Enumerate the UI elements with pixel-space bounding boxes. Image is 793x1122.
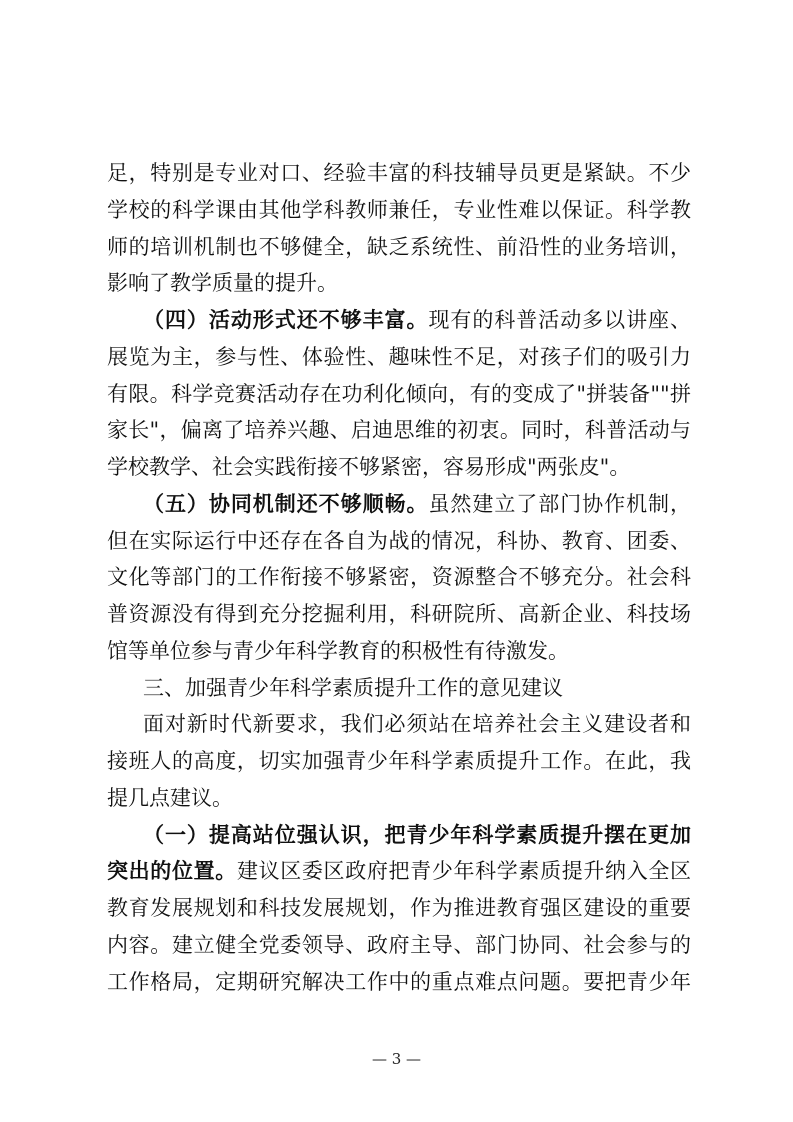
text-line — [107, 559, 691, 596]
bold-heading-text: （五）协同机制还不够顺畅。 — [143, 490, 429, 516]
body-text: 三、加强青少年科学素质提升工作的意见建议 — [143, 675, 563, 700]
document-body — [107, 155, 691, 1000]
text-line — [107, 192, 691, 229]
text-line — [107, 890, 691, 927]
body-text: 展览为主，参与性、体验性、趣味性不足，对孩子们的吸引力 — [107, 344, 691, 369]
body-text: 足，特别是专业对口、经验丰富的科技辅导员更是紧缺。不少 — [107, 161, 691, 185]
body-text: 提几点建议。 — [107, 785, 233, 810]
text-line — [107, 155, 691, 192]
bold-heading-text: （一）提高站位强认识，把青少年科学素质提升摆在更加 — [143, 821, 691, 847]
text-line — [107, 596, 691, 633]
text-line — [107, 486, 691, 523]
text-line — [107, 376, 691, 413]
bold-heading-text: （四）活动形式还不够丰富。 — [143, 307, 429, 332]
text-line — [107, 265, 691, 302]
text-line — [107, 743, 691, 780]
text-line — [107, 670, 691, 707]
text-line — [107, 229, 691, 266]
text-line — [107, 780, 691, 817]
body-text: 现有的科普活动多以讲座、 — [428, 308, 692, 332]
text-line — [107, 706, 691, 743]
body-text: 家长"，偏离了培养兴趣、启迪思维的初衷。同时，科普活动与 — [107, 418, 691, 443]
body-text: 教育发展规划和科技发展规划，作为推进教育强区建设的重要 — [107, 896, 691, 920]
text-line — [107, 853, 691, 890]
body-text: 内容。建立健全党委领导、政府主导、部门协同、社会参与的 — [107, 932, 691, 957]
body-text: 学校的科学课由其他学科教师兼任，专业性难以保证。科学教 — [107, 197, 691, 222]
bold-heading-text: 突出的位置。 — [107, 858, 237, 884]
body-text: 馆等单位参与青少年科学教育的积极性有待激发。 — [107, 638, 569, 663]
body-text: 工作格局，定期研究解决工作中的重点难点问题。要把青少年 — [107, 969, 691, 994]
body-text: 建议区委区政府把青少年科学素质提升纳入全区 — [236, 859, 692, 884]
body-text: 文化等部门的工作衔接不够紧密，资源整合不够充分。社会科 — [107, 565, 691, 590]
body-text: 虽然建立了部门协作机制， — [428, 491, 692, 516]
text-line — [107, 633, 691, 670]
text-line — [107, 412, 691, 449]
text-line — [107, 927, 691, 964]
text-line — [107, 449, 691, 486]
body-text: 影响了教学质量的提升。 — [107, 271, 338, 296]
body-text: 接班人的高度，切实加强青少年科学素质提升工作。在此，我 — [107, 749, 691, 773]
text-line — [107, 964, 691, 1001]
body-text: 但在实际运行中还存在各自为战的情况，科协、教育、团委、 — [107, 528, 691, 553]
text-line — [107, 302, 691, 339]
text-line — [107, 817, 691, 854]
text-line — [107, 523, 691, 560]
body-text: 师的培训机制也不够健全，缺乏系统性、前沿性的业务培训， — [107, 234, 691, 259]
body-text: 有限。科学竞赛活动存在功利化倾向，有的变成了"拼装备""拼 — [107, 381, 691, 406]
body-text: 普资源没有得到充分挖掘利用，科研院所、高新企业、科技场 — [107, 602, 691, 626]
page-number: — 3 — — [371, 1050, 422, 1068]
text-line — [107, 339, 691, 376]
body-text: 学校教学、社会实践衔接不够紧密，容易形成"两张皮"。 — [107, 455, 631, 479]
body-text: 面对新时代新要求，我们必须站在培养社会主义建设者和 — [143, 712, 691, 737]
